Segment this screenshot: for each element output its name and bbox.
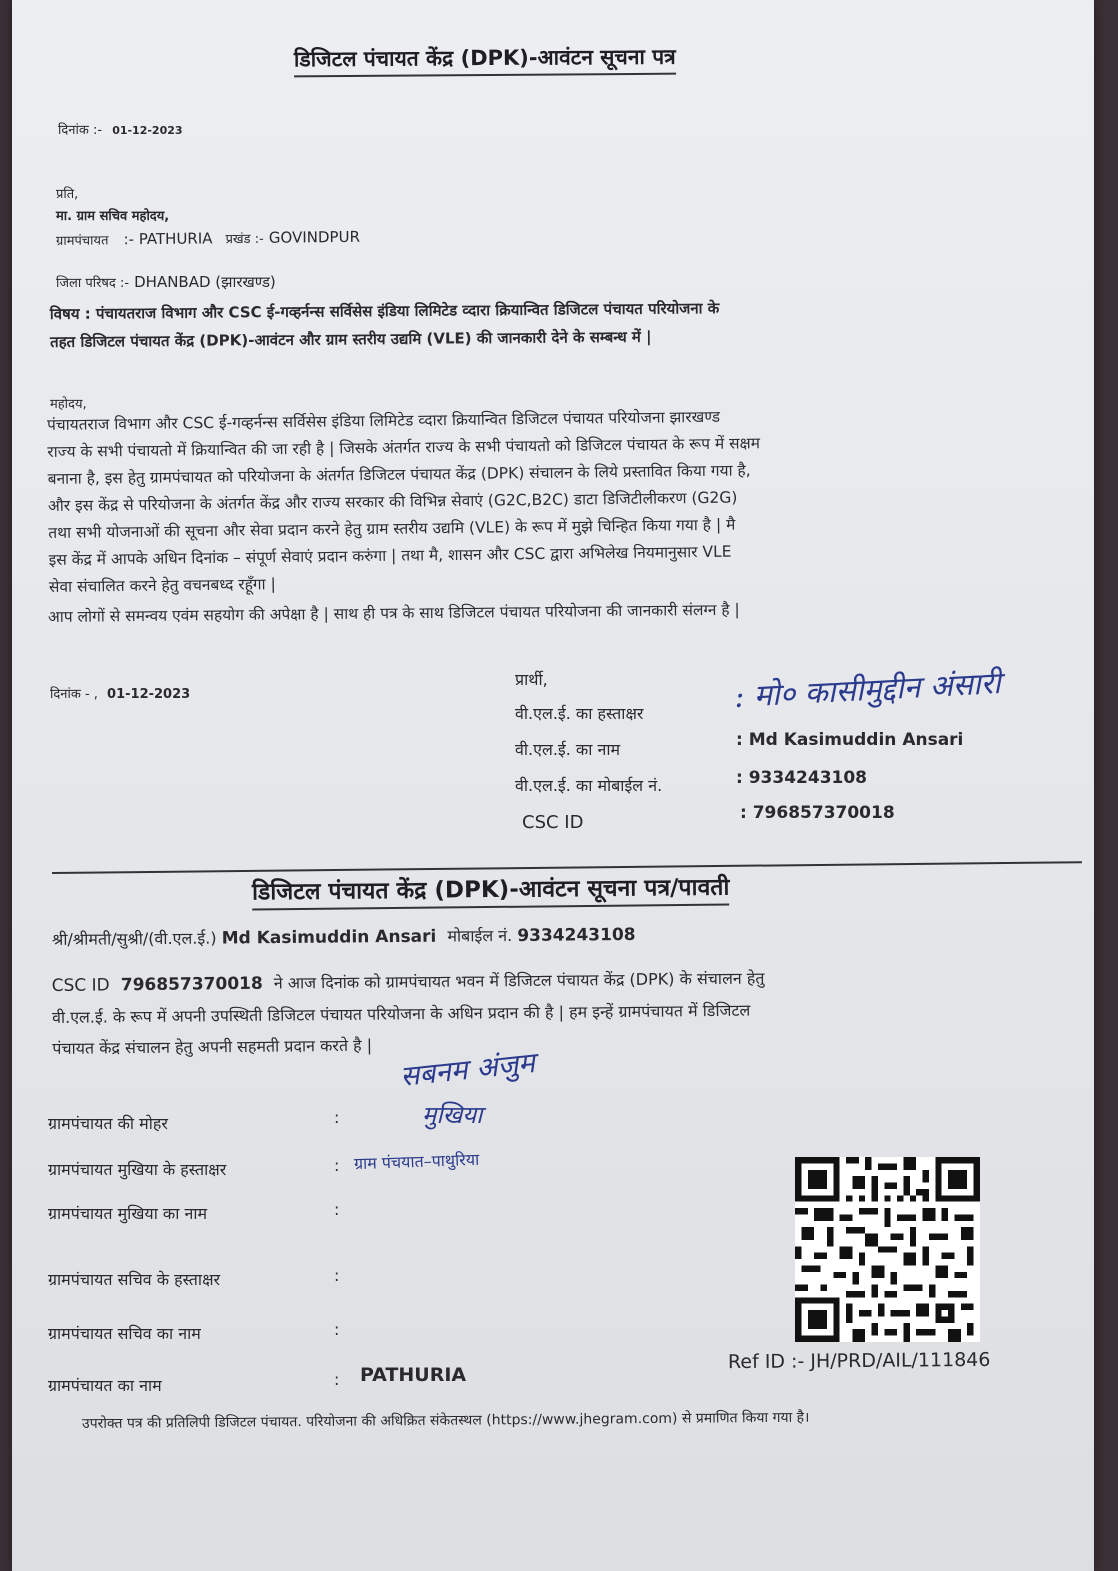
field-secretary-name-label: ग्रामपंचायत सचिव का नाम (48, 1324, 201, 1343)
address-district-line (56, 272, 276, 292)
vle-mobile-value: : 9334243108 (736, 768, 868, 788)
field-panchayat-name-colon: : (334, 1370, 340, 1389)
signature-date-line (50, 683, 190, 702)
receipt-vle-name: Md Kasimuddin Ansari (221, 926, 437, 949)
subject-line: विषय : पंचायतराज विभाग और CSC ई-गव्हर्नन्स सर्विसेस इंडिया लिमिटेड व्दारा क्रियान्वित डिजिटल पंचायत परियोजना के (49, 299, 720, 324)
date-value: 01-12-2023 (112, 124, 183, 137)
district-label: जिला परिषद :- (56, 276, 130, 291)
receipt-honorific: श्री/श्रीमती/सुश्री/(वी.एल.ई.) (51, 928, 217, 949)
receipt-mobile-label: मोबाईल नं. (447, 925, 513, 946)
csc-id-label: CSC ID (522, 812, 584, 833)
vle-signature: : मो० कासीमुद्दीन अंसारी (733, 666, 1002, 715)
mukhiya-title: मुखिया (422, 1101, 483, 1129)
address-secretary: मा. ग्राम सचिव महोदय, (56, 209, 170, 224)
vle-name-label: वी.एल.ई. का नाम (515, 740, 621, 759)
vle-mobile-label: वी.एल.ई. का मोबाईल नं. (515, 776, 663, 795)
body-closing: आप लोगों से समन्वय एवंम सहयोग की अपेक्षा है | साथ ही पत्र के साथ डिजिटल पंचायत परियोजना की जानकारी संलग्न है | (47, 600, 740, 626)
subject-line: तहत डिजिटल पंचायत केंद्र (DPK)-आवंटन और ग्राम स्तरीय उद्यमि (VLE) की जानकारी देने के सम्बन्ध में | (50, 327, 652, 351)
receipt-line-3: वी.एल.ई. के रूप में अपनी उपस्थिती डिजिटल पंचायत परियोजना के अधिन प्रदान की है | हम इन्हें ग्रामपंचायत में डिजिटल (51, 1000, 751, 1027)
block-label: प्रखंड :- (225, 231, 264, 248)
body-line: और इस केंद्र से परियोजना के अंतर्गत केंद्र और राज्य सरकार की विभिन्न सेवाएं (G2C,B2C) डाटा डिजिटीलीकरण (G2G) (47, 488, 738, 515)
signature-date-value: 01-12-2023 (107, 687, 191, 702)
document-page (12, 0, 1094, 1571)
date-line (58, 120, 183, 138)
receipt-line-2-text: ने आज दिनांक को ग्रामपंचायत भवन में डिजिटल पंचायत केंद्र (DPK) के संचालन हेतु (273, 968, 765, 993)
body-line: सेवा संचालित करने हेतु वचनबध्द रहूँगा | (48, 575, 276, 596)
field-secretary-sign-colon: : (334, 1266, 340, 1285)
receipt-csc-id: 796857370018 (120, 973, 263, 996)
receipt-title: डिजिटल पंचायत केंद्र (DPK)-आवंटन सूचना पत्र/पावती (252, 870, 730, 911)
qr-code (795, 1157, 980, 1342)
receipt-mobile: 9334243108 (517, 924, 636, 946)
signature-date-label: दिनांक - , (50, 687, 98, 702)
vle-name-value: : Md Kasimuddin Ansari (736, 730, 964, 750)
district-value: DHANBAD (झारखण्ड) (134, 273, 276, 291)
field-mukhiya-name-label: ग्रामपंचायत मुखिया का नाम (48, 1204, 208, 1223)
body-line: पंचायतराज विभाग और CSC ई-गव्हर्नन्स सर्विसेस इंडिया लिमिटेड व्दारा क्रियान्वित डिजिटल पंचायत परियोजना झारखण्ड (46, 407, 721, 435)
panchayat-label: ग्रामपंचायत (55, 233, 109, 249)
address-to: प्रति, (56, 187, 79, 202)
receipt-line-1 (52, 923, 636, 950)
block-value: GOVINDPUR (268, 227, 361, 247)
date-label: दिनांक :- (58, 123, 103, 138)
body-line: इस केंद्र में आपके अधिन दिनांक – संपूर्ण सेवाएं प्रदान करुंगा | तथा मै, शासन और CSC द्वारा अभिलेख नियमानुसार VLE (48, 542, 732, 569)
field-mukhiya-sign-colon: : (334, 1156, 340, 1175)
field-secretary-sign-label: ग्रामपंचायत सचिव के हस्ताक्षर (48, 1270, 221, 1289)
field-seal-label: ग्रामपंचायत की मोहर (48, 1114, 168, 1133)
panchayat-value: :- PATHURIA (123, 229, 213, 249)
applicant-label: प्रार्थी, (515, 670, 548, 689)
receipt-paragraph (52, 963, 766, 1064)
salutation: महोदय, (50, 397, 87, 412)
field-secretary-name-colon: : (334, 1320, 340, 1339)
field-seal-colon: : (334, 1108, 340, 1127)
body-paragraph (47, 403, 762, 601)
body-line: तथा सभी योजनाओं की सूचना और सेवा प्रदान करने हेतु ग्राम स्तरीय उद्यमि (VLE) के रूप में मुझे चिन्हित किया गया है | मै (48, 515, 736, 542)
address-panchayat-line (56, 227, 360, 249)
panchayat-stamp: ग्राम पंचयात–पाथुरिया (353, 1149, 480, 1174)
csc-id-value: : 796857370018 (740, 803, 895, 823)
field-mukhiya-name-colon: : (334, 1200, 340, 1219)
body-line: राज्य के सभी पंचायतो में क्रियान्वित की जा रही है | जिसके अंतर्गत राज्य के सभी पंचायतो को डिजिटल पंचायत के रूप में सक्षम (47, 434, 761, 462)
reference-id: Ref ID :- JH/PRD/AIL/111846 (727, 1348, 991, 1374)
page-title: डिजिटल पंचायत केंद्र (DPK)-आवंटन सूचना पत्र (294, 43, 676, 78)
mukhiya-signature: सबनम अंजुम (398, 1046, 537, 1093)
receipt-csc-label: CSC ID (51, 975, 110, 997)
body-line: बनाना है, इस हेतु ग्रामपंचायत को परियोजना के अंतर्गत डिजिटल पंचायत केंद्र (DPK) संचालन के लिये प्रस्तावित किया गया है, (47, 461, 751, 489)
receipt-line-4: पंचायत केंद्र संचालन हेतु अपनी सहमती प्रदान करते है | (52, 1035, 373, 1058)
panchayat-name-value: PATHURIA (360, 1364, 467, 1386)
vle-sign-label: वी.एल.ई. का हस्ताक्षर (515, 704, 644, 723)
field-panchayat-name-label: ग्रामपंचायत का नाम (48, 1376, 162, 1395)
field-mukhiya-sign-label: ग्रामपंचायत मुखिया के हस्ताक्षर (48, 1160, 227, 1179)
subject (50, 294, 720, 356)
footer-note: उपरोक्त पत्र की प्रतिलिपी डिजिटल पंचायत. परियोजना की अधिक्रित संकेतस्थल (https://www.jhegram.com) से प्रमाणित किया गया है। (81, 1409, 810, 1432)
